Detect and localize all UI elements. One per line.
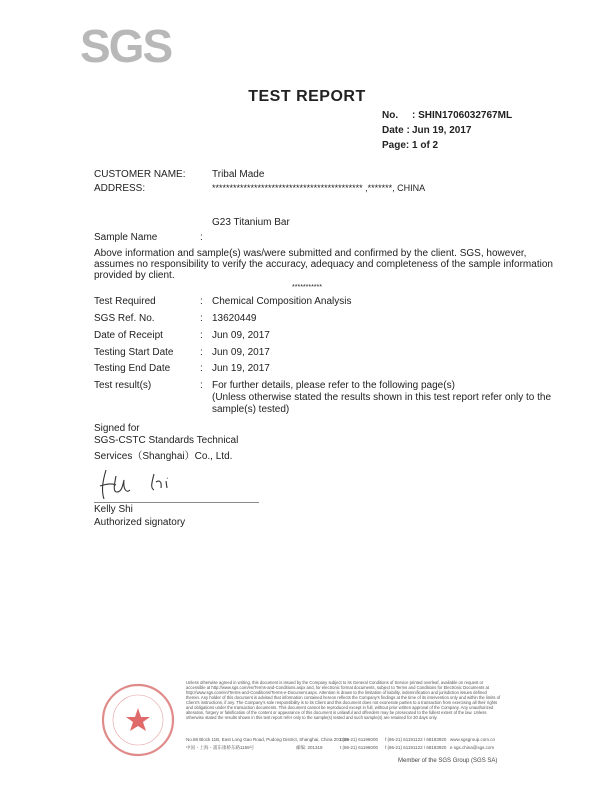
address-chinese: 中国・上海・浦东康桥东路1159号: [186, 745, 255, 750]
address-english: No.88 Block 11B, East Long Gao Road, Pudong District, Shanghai, China 201319: [186, 737, 349, 742]
row-colon: :: [200, 313, 203, 324]
sample-name-value: G23 Titanium Bar: [212, 217, 290, 228]
signing-org-line-2: Services（Shanghai）Co., Ltd.: [94, 451, 233, 462]
signature-line: [94, 502, 259, 503]
report-date: Date : Jun 19, 2017: [382, 125, 472, 136]
report-title: TEST REPORT: [248, 88, 366, 105]
signatory-title: Authorized signatory: [94, 517, 186, 528]
row-value-end: Jun 19, 2017: [212, 363, 270, 374]
intro-paragraph: Above information and sample(s) was/were submitted and confirmed by the client. SGS, however, assumes no responsibility to verify the accuracy, adequacy and completeness of the sample information provided by client.: [94, 248, 553, 281]
sample-name-label: Sample Name: [94, 232, 158, 243]
results-line-1: For further details, please refer to the following page(s): [212, 380, 455, 391]
logo-text: SGS: [80, 20, 172, 72]
sample-name-colon: :: [200, 232, 203, 243]
zip-chinese: 邮编: 201319: [296, 745, 323, 750]
customer-name-value: Tribal Made: [212, 169, 265, 180]
signed-for-label: Signed for: [94, 423, 140, 434]
row-label-start: Testing Start Date: [94, 347, 174, 358]
address-label: ADDRESS:: [94, 183, 146, 194]
row-label-test-required: Test Required: [94, 296, 156, 307]
row-value-start: Jun 09, 2017: [212, 347, 270, 358]
customer-name-label: CUSTOMER NAME:: [94, 169, 186, 180]
fax-chinese: f (86-21) 61191122 / 68183920: [385, 745, 447, 750]
row-label-receipt: Date of Receipt: [94, 330, 163, 341]
signing-org-line-1: SGS-CSTC Standards Technical: [94, 435, 239, 446]
signatory-name: Kelly Shi: [94, 504, 133, 515]
tel-chinese: t (86-21) 61196000: [340, 745, 378, 750]
terms-fine-print: Unless otherwise agreed in writing, this document is issued by the Company subject to its General Conditions of Service printed overleaf, available on request or accessible at http://www.sgs.com/en/Terms-and-Conditions.aspx and, for electronic format documents, subject to Terms and Conditions for Electronic Documents at http://www.sgs.com/en/Terms-and-Conditions/Terms-e-Document.aspx. Attention is drawn to the limitation of liability, indemnification and jurisdiction issues defined therein. Any holder of this document is advised that information contained hereon reflects the Company's findings at the time of its intervention only and within the limits of Client's instructions, if any. The Company's sole responsibility is to its Client and this document does not exonerate parties to a transaction from exercising all their rights and obligations under the transaction documents. This document cannot be reproduced except in full, without prior written approval of the Company. Any unauthorized alteration, forgery or falsification of the content or appearance of this document is unlawful and offenders may be prosecuted to the fullest extent of the law. Unless otherwise stated the results shown in this test report refer only to the sample(s) tested and such sample(s) are retained for 30 days only.: [186, 680, 501, 720]
row-value-ref-no: 13620449: [212, 313, 257, 324]
row-colon: :: [200, 380, 203, 391]
handwritten-signature: [96, 466, 186, 502]
fax-english: f (86-21) 61191122 / 68183920: [385, 737, 447, 742]
member-of-group: Member of the SGS Group (SGS SA): [398, 758, 498, 764]
address-value: ******************************************* ,*******, CHINA: [212, 183, 426, 193]
row-value-test-required: Chemical Composition Analysis: [212, 296, 352, 307]
row-value-results: [212, 380, 562, 416]
row-label-results: Test result(s): [94, 380, 152, 391]
row-colon: :: [200, 347, 203, 358]
results-line-2: (Unless otherwise stated the results shown in this test report refer only to the sample(s) tested): [212, 392, 552, 415]
row-label-end: Testing End Date: [94, 363, 171, 374]
separator: ***********: [292, 284, 322, 291]
email: e sgs.china@sgs.com: [450, 745, 495, 750]
row-value-receipt: Jun 09, 2017: [212, 330, 270, 341]
sgs-logo: [78, 18, 172, 72]
row-colon: :: [200, 296, 203, 307]
website: www.sgsgroup.com.cn: [450, 737, 496, 742]
report-page: Page: 1 of 2: [382, 140, 439, 151]
row-label-ref-no: SGS Ref. No.: [94, 313, 155, 324]
report-number: No. : SHIN1706032767ML: [382, 110, 513, 121]
row-colon: :: [200, 330, 203, 341]
red-seal-stamp: [100, 682, 176, 758]
row-colon: :: [200, 363, 203, 374]
tel-english: t (86-21) 61196000: [340, 737, 378, 742]
